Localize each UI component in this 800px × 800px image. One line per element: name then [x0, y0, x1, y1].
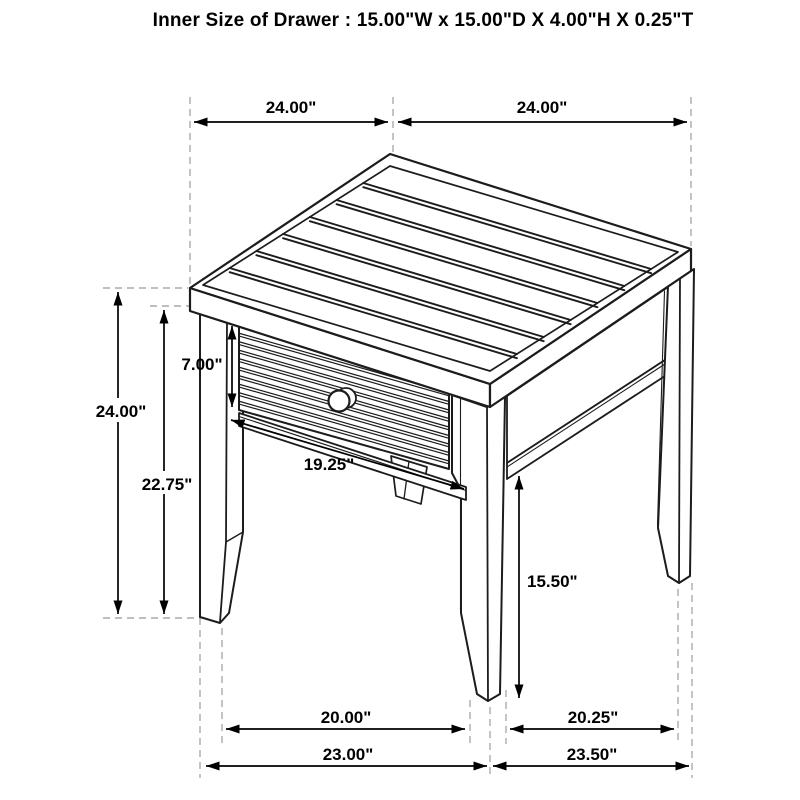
dim-label-base-depth: 23.50": [566, 745, 618, 764]
front-leg: [452, 395, 505, 701]
dim-label-leg-clearance: 15.50": [527, 572, 578, 591]
dim-label-top-depth: 24.00": [516, 98, 568, 117]
dim-label-top-width: 24.00": [265, 98, 317, 117]
dim-label-apron-height: 22.75": [141, 475, 193, 494]
diagram-title: Inner Size of Drawer : 15.00"W x 15.00"D X 4.00"H X 0.25"T: [152, 10, 694, 31]
dim-label-side-leg-spacing: 20.25": [567, 708, 619, 727]
dim-label-drawer-height: 7.00": [181, 355, 223, 374]
dim-label-drawer-width: 19.25": [303, 455, 355, 474]
dim-label-base-width: 23.00": [322, 745, 374, 764]
end-table-drawing: [190, 154, 694, 701]
dim-label-front-leg-spacing: 20.00": [320, 708, 372, 727]
dim-label-overall-height: 24.00": [95, 402, 147, 421]
drawer-knob: [329, 391, 350, 412]
